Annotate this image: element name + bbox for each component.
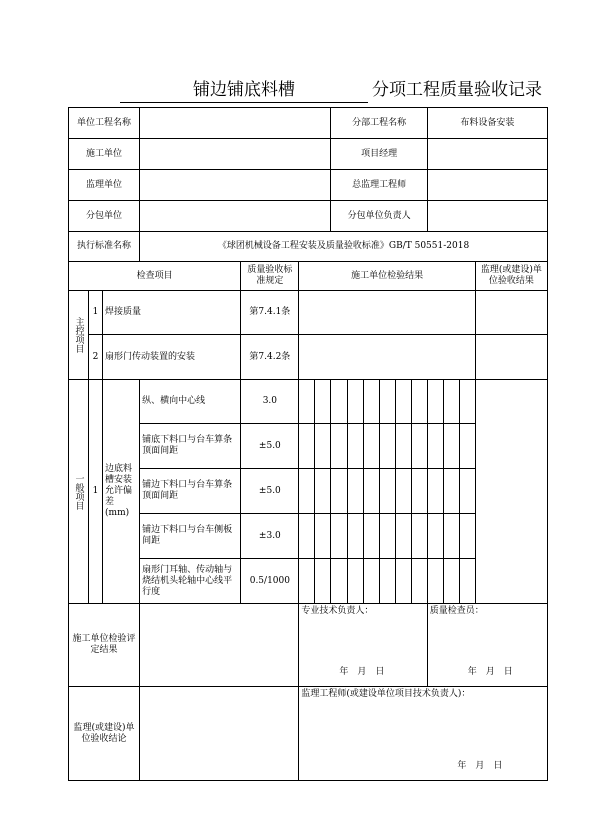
general-item-name: 纵、横向中心线 bbox=[140, 380, 241, 424]
form-title-suffix: 分项工程质量验收记录 bbox=[372, 80, 542, 100]
supervision-engineer-label: 监理工程师(或建设单位项目技术负责人)： bbox=[301, 689, 471, 699]
general-item-name: 铺边下料口与台车侧板间距 bbox=[140, 514, 241, 559]
sub-project-label: 分部工程名称 bbox=[331, 108, 427, 139]
general-item-name: 铺边下料口与台车算条顶面间距 bbox=[140, 469, 241, 514]
main-item-name: 焊接质量 bbox=[103, 291, 241, 335]
measure-cell[interactable] bbox=[395, 559, 411, 604]
supervision-unit-value[interactable] bbox=[140, 170, 331, 201]
general-item-name: 铺底下料口与台车算条顶面间距 bbox=[140, 424, 241, 469]
measure-cell[interactable] bbox=[411, 424, 427, 469]
measure-cell[interactable] bbox=[443, 469, 459, 514]
tech-lead-date: 年 月 日 bbox=[339, 667, 385, 677]
general-item-name: 扇形门耳轴、传动轴与烧结机头轮轴中心线平行度 bbox=[140, 559, 241, 604]
main-item-name: 扇形门传动装置的安装 bbox=[103, 335, 241, 380]
general-item-no: 1 bbox=[89, 380, 103, 604]
main-item-standard: 第7.4.1条 bbox=[241, 291, 299, 335]
measure-cell[interactable] bbox=[299, 469, 315, 514]
measure-cell[interactable] bbox=[315, 559, 331, 604]
measure-cell[interactable] bbox=[347, 380, 363, 424]
measure-cell[interactable] bbox=[443, 380, 459, 424]
construction-eval-blank bbox=[140, 604, 299, 687]
measure-cell[interactable] bbox=[299, 514, 315, 559]
main-control-label: 主控项目 bbox=[69, 291, 89, 380]
standard-value: 《球团机械设备工程安装及质量验收标准》GB/T 50551-2018 bbox=[140, 232, 548, 262]
measure-cell[interactable] bbox=[299, 380, 315, 424]
measure-cell[interactable] bbox=[443, 559, 459, 604]
measure-cell[interactable] bbox=[395, 514, 411, 559]
supervision-engineer-cell[interactable] bbox=[299, 687, 548, 781]
general-item-standard: ±5.0 bbox=[241, 469, 299, 514]
subcontract-lead-label: 分包单位负责人 bbox=[331, 201, 427, 232]
col-quality-standard: 质量验收标准规定 bbox=[241, 262, 299, 291]
project-manager-value[interactable] bbox=[427, 139, 547, 170]
main-item-result[interactable] bbox=[299, 335, 475, 380]
subcontract-unit-label: 分包单位 bbox=[69, 201, 140, 232]
measure-cell[interactable] bbox=[379, 424, 395, 469]
col-construction-result: 施工单位检验结果 bbox=[299, 262, 475, 291]
general-supervision[interactable] bbox=[475, 380, 547, 604]
measure-cell[interactable] bbox=[379, 559, 395, 604]
general-item-standard: 0.5/1000 bbox=[241, 559, 299, 604]
main-item-standard: 第7.4.2条 bbox=[241, 335, 299, 380]
supervision-date: 年 月 日 bbox=[457, 761, 503, 771]
measure-cell[interactable] bbox=[347, 424, 363, 469]
measure-cell[interactable] bbox=[411, 380, 427, 424]
standard-label: 执行标准名称 bbox=[69, 232, 140, 262]
sub-project-value[interactable]: 布料设备安装 bbox=[427, 108, 547, 139]
measure-cell[interactable] bbox=[427, 469, 443, 514]
measure-cell[interactable] bbox=[363, 559, 379, 604]
main-item-supervision[interactable] bbox=[475, 291, 547, 335]
measure-cell[interactable] bbox=[331, 469, 347, 514]
measure-cell[interactable] bbox=[363, 380, 379, 424]
measure-cell[interactable] bbox=[379, 380, 395, 424]
tech-lead-cell[interactable] bbox=[299, 604, 427, 687]
supervision-conclusion-label: 监理(或建设)单位验收结论 bbox=[69, 687, 140, 781]
tech-lead-label: 专业技术负责人： bbox=[301, 606, 374, 616]
unit-project-label: 单位工程名称 bbox=[69, 108, 140, 139]
subcontract-unit-value[interactable] bbox=[140, 201, 331, 232]
measure-cell[interactable] bbox=[315, 469, 331, 514]
measure-cell[interactable] bbox=[331, 424, 347, 469]
unit-project-value[interactable] bbox=[140, 108, 331, 139]
construction-eval-label: 施工单位检验评定结果 bbox=[69, 604, 140, 687]
measure-cell[interactable] bbox=[395, 424, 411, 469]
measure-cell[interactable] bbox=[427, 514, 443, 559]
measure-cell[interactable] bbox=[315, 380, 331, 424]
measure-cell[interactable] bbox=[315, 424, 331, 469]
measure-cell[interactable] bbox=[347, 559, 363, 604]
measure-cell[interactable] bbox=[459, 514, 475, 559]
chief-supervisor-value[interactable] bbox=[427, 170, 547, 201]
general-item-standard: 3.0 bbox=[241, 380, 299, 424]
form-title bbox=[120, 78, 550, 104]
measure-cell[interactable] bbox=[363, 514, 379, 559]
measure-cell[interactable] bbox=[315, 514, 331, 559]
col-supervision-record: 监理(或建设)单位验收结果 bbox=[475, 262, 547, 291]
measure-cell[interactable] bbox=[427, 559, 443, 604]
quality-inspector-date: 年 月 日 bbox=[467, 667, 513, 677]
measure-cell[interactable] bbox=[379, 514, 395, 559]
measure-cell[interactable] bbox=[459, 424, 475, 469]
quality-inspector-cell[interactable] bbox=[427, 604, 547, 687]
measure-cell[interactable] bbox=[347, 514, 363, 559]
measure-cell[interactable] bbox=[331, 380, 347, 424]
measure-cell[interactable] bbox=[427, 380, 443, 424]
measure-cell[interactable] bbox=[443, 424, 459, 469]
measure-cell[interactable] bbox=[459, 380, 475, 424]
measure-cell[interactable] bbox=[443, 514, 459, 559]
general-group-label: 边底料槽安装允许偏差(mm) bbox=[103, 380, 140, 604]
main-item-no: 2 bbox=[89, 335, 103, 380]
supervision-unit-label: 监理单位 bbox=[69, 170, 140, 201]
measure-cell[interactable] bbox=[395, 380, 411, 424]
quality-inspector-label: 质量检查员： bbox=[429, 606, 484, 616]
measure-cell[interactable] bbox=[395, 469, 411, 514]
main-item-no: 1 bbox=[89, 291, 103, 335]
main-item-supervision[interactable] bbox=[475, 335, 547, 380]
measure-cell[interactable] bbox=[299, 424, 315, 469]
main-item-result[interactable] bbox=[299, 291, 475, 335]
subcontract-lead-value[interactable] bbox=[427, 201, 547, 232]
measure-cell[interactable] bbox=[331, 559, 347, 604]
measure-cell[interactable] bbox=[411, 469, 427, 514]
measure-cell[interactable] bbox=[299, 559, 315, 604]
measure-cell[interactable] bbox=[363, 424, 379, 469]
chief-supervisor-label: 总监理工程师 bbox=[331, 170, 427, 201]
measure-cell[interactable] bbox=[459, 559, 475, 604]
measure-cell[interactable] bbox=[459, 469, 475, 514]
measure-cell[interactable] bbox=[427, 424, 443, 469]
general-label: 一般项目 bbox=[69, 380, 89, 604]
measure-cell[interactable] bbox=[331, 514, 347, 559]
acceptance-record-table bbox=[68, 107, 548, 781]
measure-cell[interactable] bbox=[411, 559, 427, 604]
measure-cell[interactable] bbox=[379, 469, 395, 514]
measure-cell[interactable] bbox=[347, 469, 363, 514]
construction-unit-value[interactable] bbox=[140, 139, 331, 170]
subproject-name: 铺边铺底料槽 bbox=[120, 78, 368, 103]
measure-cell[interactable] bbox=[363, 469, 379, 514]
construction-unit-label: 施工单位 bbox=[69, 139, 140, 170]
project-manager-label: 项目经理 bbox=[331, 139, 427, 170]
general-item-standard: ±5.0 bbox=[241, 424, 299, 469]
general-item-standard: ±3.0 bbox=[241, 514, 299, 559]
col-check-item: 检查项目 bbox=[69, 262, 241, 291]
supervision-conclusion-blank bbox=[140, 687, 299, 781]
measure-cell[interactable] bbox=[411, 514, 427, 559]
